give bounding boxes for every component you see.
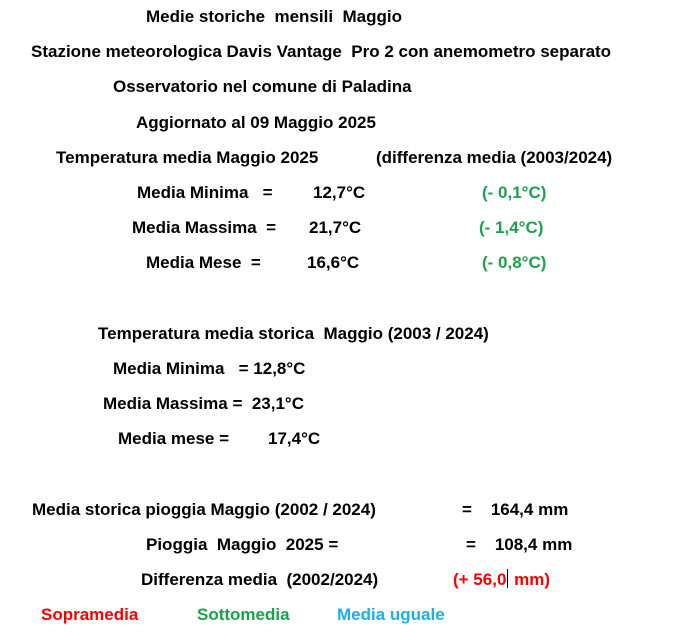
- rain-historic-label: Media storica pioggia Maggio (2002 / 2024): [32, 500, 376, 519]
- rain-current-value: = 108,4 mm: [466, 535, 573, 554]
- legend-above-average: Sopramedia: [41, 605, 139, 624]
- current-max-diff: (- 1,4°C): [479, 218, 544, 237]
- rain-current-label: Pioggia Maggio 2025 =: [146, 535, 339, 554]
- current-temp-heading: Temperatura media Maggio 2025: [56, 148, 319, 167]
- current-month-value: 16,6°C: [307, 253, 360, 272]
- historic-temp-heading: Temperatura media storica Maggio (2003 / 2024): [98, 324, 489, 343]
- page-title: Medie storiche mensili Maggio: [146, 7, 402, 26]
- station-line: Stazione meteorologica Davis Vantage Pro 2 con anemometro separato: [31, 42, 612, 61]
- current-max-value: 21,7°C: [309, 218, 362, 237]
- rain-diff-value: [453, 569, 550, 591]
- current-diff-heading: (differenza media (2003/2024): [376, 148, 613, 167]
- current-month-label: Media Mese =: [146, 253, 261, 272]
- legend-equal-average: Media uguale: [337, 605, 445, 624]
- observatory-line: Osservatorio nel comune di Paladina: [113, 77, 412, 96]
- current-month-diff: (- 0,8°C): [482, 253, 547, 272]
- historic-month-label: Media mese =: [118, 429, 230, 448]
- rain-historic-value: = 164,4 mm: [462, 500, 569, 519]
- current-max-label: Media Massima =: [132, 218, 277, 237]
- current-min-label: Media Minima =: [137, 183, 273, 202]
- current-min-value: 12,7°C: [313, 183, 366, 202]
- historic-min-line: Media Minima = 12,8°C: [113, 359, 306, 378]
- legend-below-average: Sottomedia: [197, 605, 290, 624]
- historic-max-line: Media Massima = 23,1°C: [103, 394, 304, 413]
- rain-diff-value-part-a: (+ 56,0: [453, 570, 507, 589]
- rain-diff-value-part-b: mm): [509, 570, 551, 589]
- current-min-diff: (- 0,1°C): [482, 183, 547, 202]
- updated-line: Aggiornato al 09 Maggio 2025: [136, 113, 376, 132]
- historic-month-value: 17,4°C: [268, 429, 321, 448]
- rain-diff-label: Differenza media (2002/2024): [141, 570, 379, 589]
